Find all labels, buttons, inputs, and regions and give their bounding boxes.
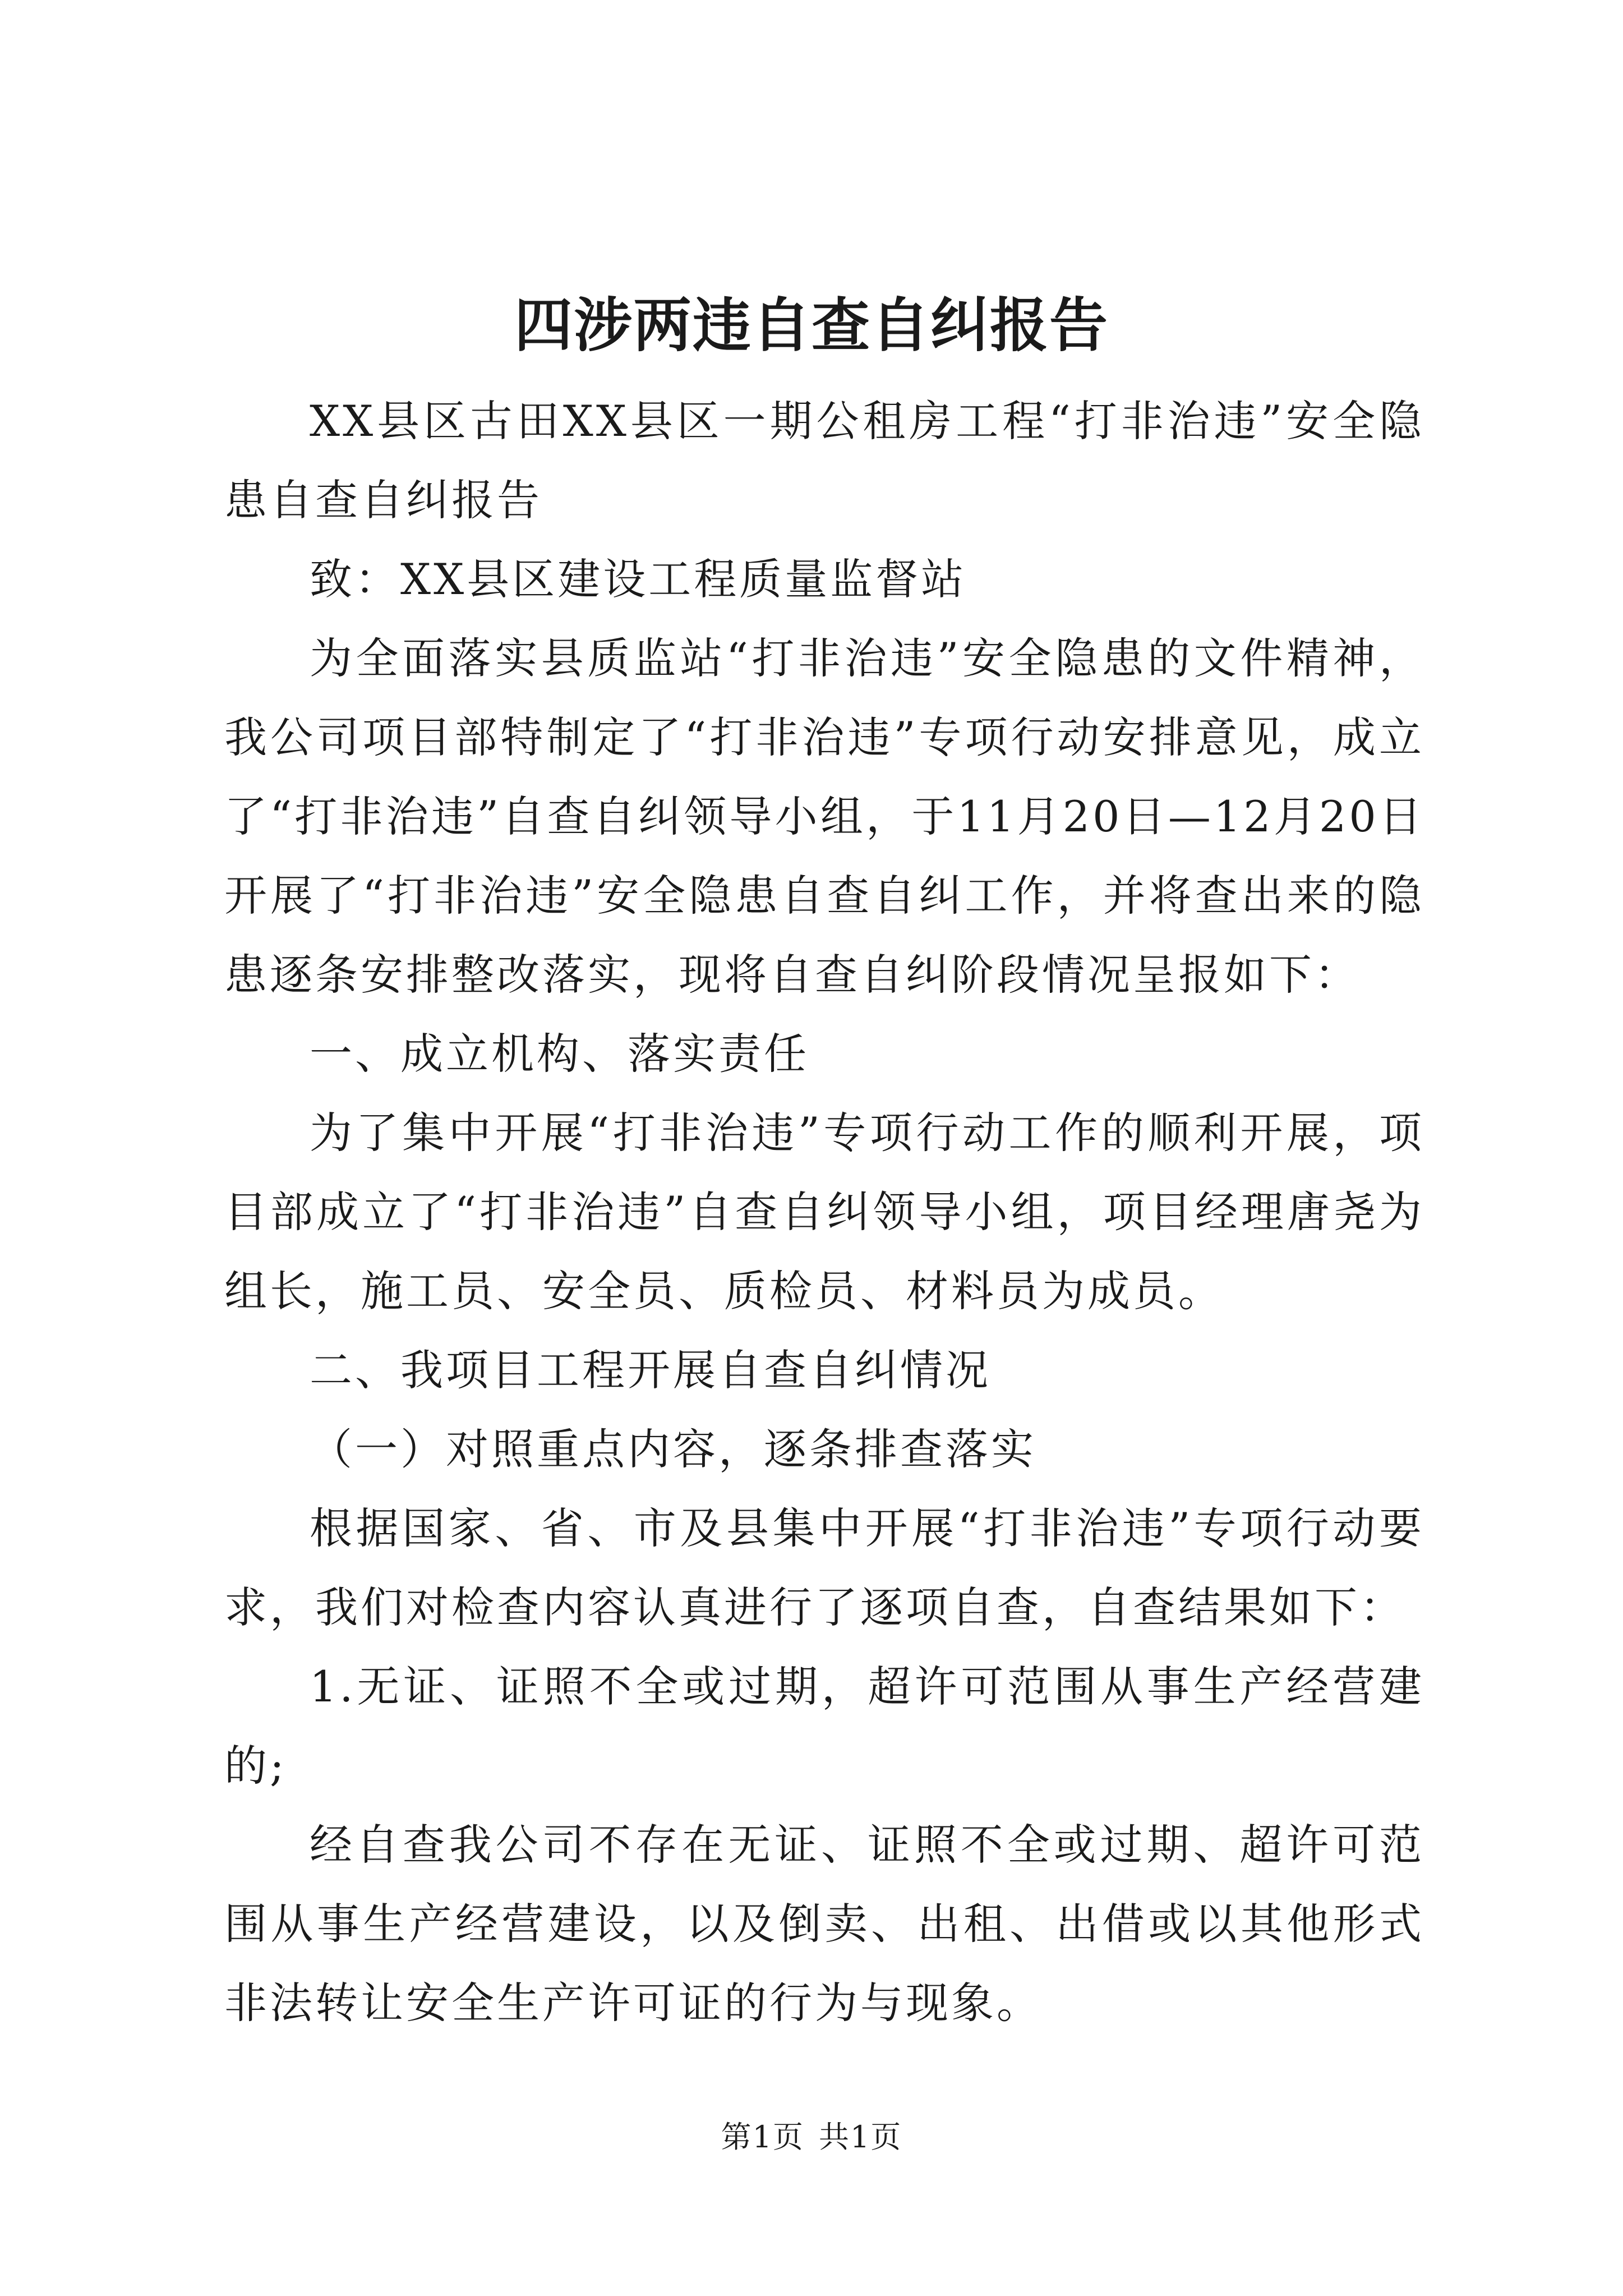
subsection-heading-1: （一）对照重点内容，逐条排查落实 bbox=[310, 1424, 1036, 1474]
paragraph-addressee: 致：XX县区建设工程质量监督站 bbox=[310, 554, 967, 604]
page-number: 第1页 bbox=[721, 2119, 804, 2155]
paragraph-section-1: 为了集中开展“打非治违”专项行动工作的顺利开展，项目部成立了“打非治违”自查自纠领导小组，项目经理唐尧为组长，施工员、安全员、质检员、材料员为成员。 bbox=[224, 1108, 1424, 1316]
section-heading-2: 二、我项目工程开展自查自纠情况 bbox=[310, 1345, 991, 1395]
paragraph-inspection-results: 根据国家、省、市及县集中开展“打非治违”专项行动要求，我们对检查内容认真进行了逐项自查，自查结果如下： bbox=[224, 1503, 1424, 1632]
paragraph-item-1-result: 经自查我公司不存在无证、证照不全或过期、超许可范围从事生产经营建设，以及倒卖、出租、出借或以其他形式非法转让安全生产许可证的行为与现象。 bbox=[224, 1820, 1424, 2028]
document-body bbox=[224, 381, 1424, 2042]
page-total: 共1页 bbox=[819, 2119, 902, 2155]
page-footer bbox=[0, 2118, 1623, 2157]
paragraph-subject: XX县区古田XX县区一期公租房工程“打非治违”安全隐患自查自纠报告 bbox=[224, 396, 1424, 525]
list-item-1: 1.无证、证照不全或过期，超许可范围从事生产经营建的; bbox=[224, 1662, 1424, 1791]
paragraph-intro: 为全面落实县质监站“打非治违”安全隐患的文件精神，我公司项目部特制定了“打非治违”专项行动安排意见，成立了“打非治违”自查自纠领导小组，于11月20日—12月20日开展了“打非治违”安全隐患自查自纠工作，并将查出来的隐患逐条安排整改落实，现将自查自纠阶段情况呈报如下： bbox=[224, 633, 1424, 1000]
document-title: 四涉两违自查自纠报告 bbox=[514, 291, 1109, 360]
section-heading-1: 一、成立机构、落实责任 bbox=[310, 1029, 809, 1079]
